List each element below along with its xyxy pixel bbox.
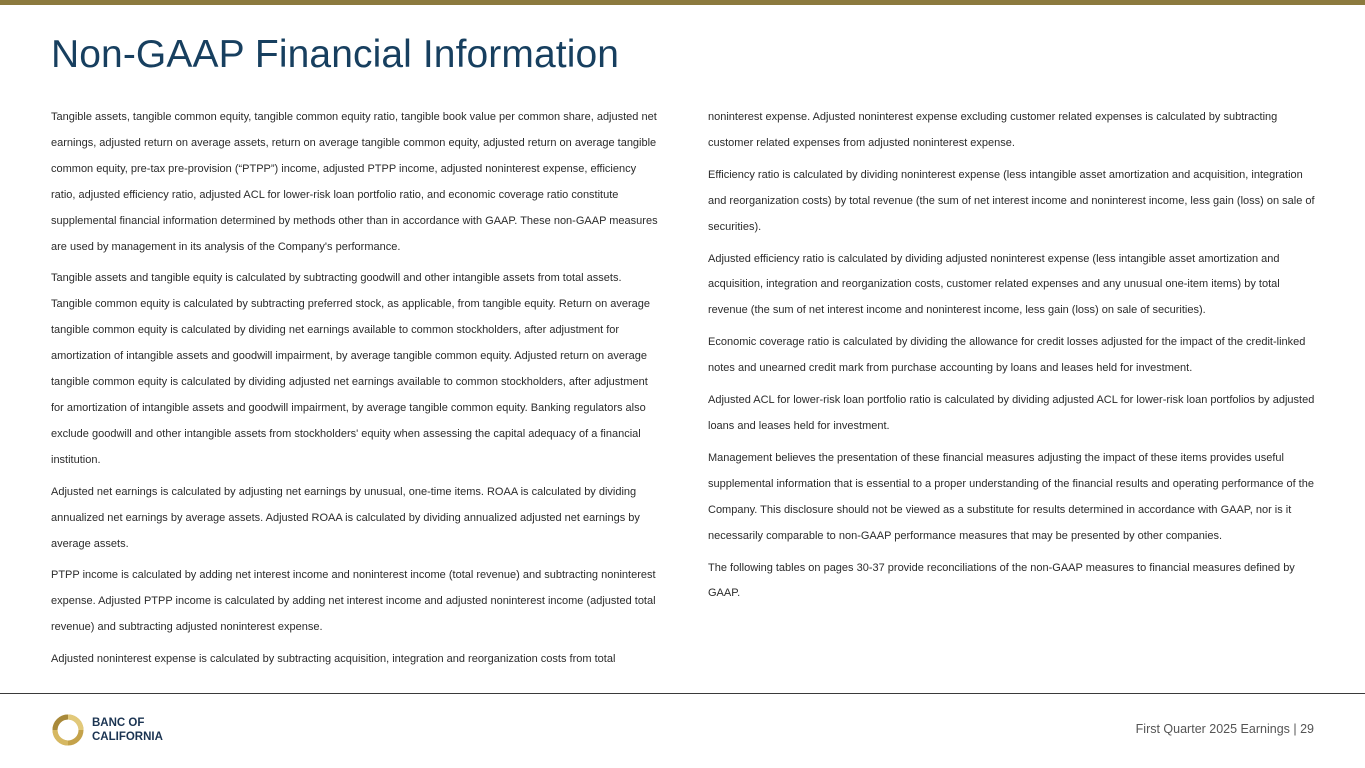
left-text-column	[51, 105, 663, 679]
footer-page-label: First Quarter 2025 Earnings | 29	[1135, 722, 1314, 736]
right-text-column	[708, 105, 1320, 613]
paragraph-management-statement: Management believes the presentation of these financial measures adjusting the impact of these items provides useful supplemental information that is essential to a proper understanding of the financial results and operating performance of the Company. This disclosure should not be viewed as a substitute for results determined in accordance with GAAP, nor is it necessarily comparable to non-GAAP performance measures that may be presented by other companies.	[708, 451, 1314, 542]
footer-divider	[0, 693, 1365, 694]
paragraph-tangible-equity: Tangible assets and tangible equity is calculated by subtracting goodwill and other intangible assets from total assets. Tangible common equity is calculated by subtracting preferred stock, as applicable, from tangible equity. Return on average tangible common equity is calculated by dividing net earnings available to common stockholders, after adjustment for amortization of intangible assets and goodwill impairment, by average tangible common equity. Adjusted return on average tangible common equity is calculated by dividing adjusted net earnings available to common stockholders, after adjustment for amortization of intangible assets and goodwill impairment, by average tangible common equity. Banking regulators also exclude goodwill and other intangible assets from stockholders' equity when assessing the capital adequacy of a financial institution.	[51, 272, 651, 466]
paragraph-adjusted-acl-ratio: Adjusted ACL for lower-risk loan portfolio ratio is calculated by dividing adjusted ACL for lower-risk loan portfolios by adjusted loans and leases held for investment.	[708, 394, 1315, 432]
paragraph-reconciliation-tables: The following tables on pages 30-37 provide reconciliations of the non-GAAP measures to financial measures defined by GAAP.	[708, 561, 1295, 600]
page-title: Non-GAAP Financial Information	[51, 33, 620, 76]
paragraph-noninterest-expense-cont: noninterest expense. Adjusted noninterest expense excluding customer related expenses is calculated by subtracting customer related expenses from adjusted noninterest expense.	[708, 111, 1278, 149]
paragraph-ptpp-income: PTPP income is calculated by adding net interest income and noninterest income (total revenue) and subtracting noninterest expense. Adjusted PTPP income is calculated by adding net interest income and adjusted noninterest income (adjusted total revenue) and subtracting adjusted noninterest expense.	[51, 569, 656, 634]
paragraph-economic-coverage-ratio: Economic coverage ratio is calculated by dividing the allowance for credit losses adjusted for the impact of the credit-linked notes and unearned credit mark from purchase accounting by loans and leases held for investment.	[708, 336, 1306, 375]
paragraph-adjusted-efficiency-ratio: Adjusted efficiency ratio is calculated by dividing adjusted noninterest expense (less intangible asset amortization and acquisition, integration and reorganization costs, customer related expenses and any unusual one-item items) by total revenue (the sum of net interest income and noninterest income, less gain (loss) on sale of securities).	[708, 252, 1280, 317]
logo-line-1: BANC OF	[92, 717, 145, 729]
logo-line-2: CALIFORNIA	[92, 731, 163, 743]
paragraph-efficiency-ratio: Efficiency ratio is calculated by dividing noninterest expense (less intangible asset amortization and acquisition, integration and reorganization costs) by total revenue (the sum of net interest income and noninterest income, less gain (loss) on sale of securities).	[708, 168, 1315, 233]
paragraph-adjusted-noninterest-expense: Adjusted noninterest expense is calculated by subtracting acquisition, integration and reorganization costs from total	[51, 653, 616, 666]
logo-wordmark	[92, 716, 182, 744]
top-accent-bar	[0, 0, 1365, 5]
banc-of-california-logo-icon	[51, 713, 85, 747]
paragraph-adjusted-net-earnings: Adjusted net earnings is calculated by adjusting net earnings by unusual, one-time items. ROAA is calculated by dividing annualized net earnings by average assets. Adjusted ROAA is calculated by dividing annualized adjusted net earnings by average assets.	[51, 485, 640, 550]
paragraph-non-gaap-measures: Tangible assets, tangible common equity, tangible common equity ratio, tangible book value per common share, adjusted net earnings, adjusted return on average assets, return on average tangible common equity, adjusted return on average tangible common equity, pre-tax pre-provision (“PTPP”) income, adjusted PTPP income, adjusted noninterest expense, efficiency ratio, adjusted efficiency ratio, adjusted ACL for lower-risk loan portfolio ratio, and economic coverage ratio constitute supplemental financial information determined by methods other than in accordance with GAAP. These non-GAAP measures are used by management in its analysis of the Company's performance.	[51, 111, 658, 253]
company-logo	[51, 713, 173, 747]
